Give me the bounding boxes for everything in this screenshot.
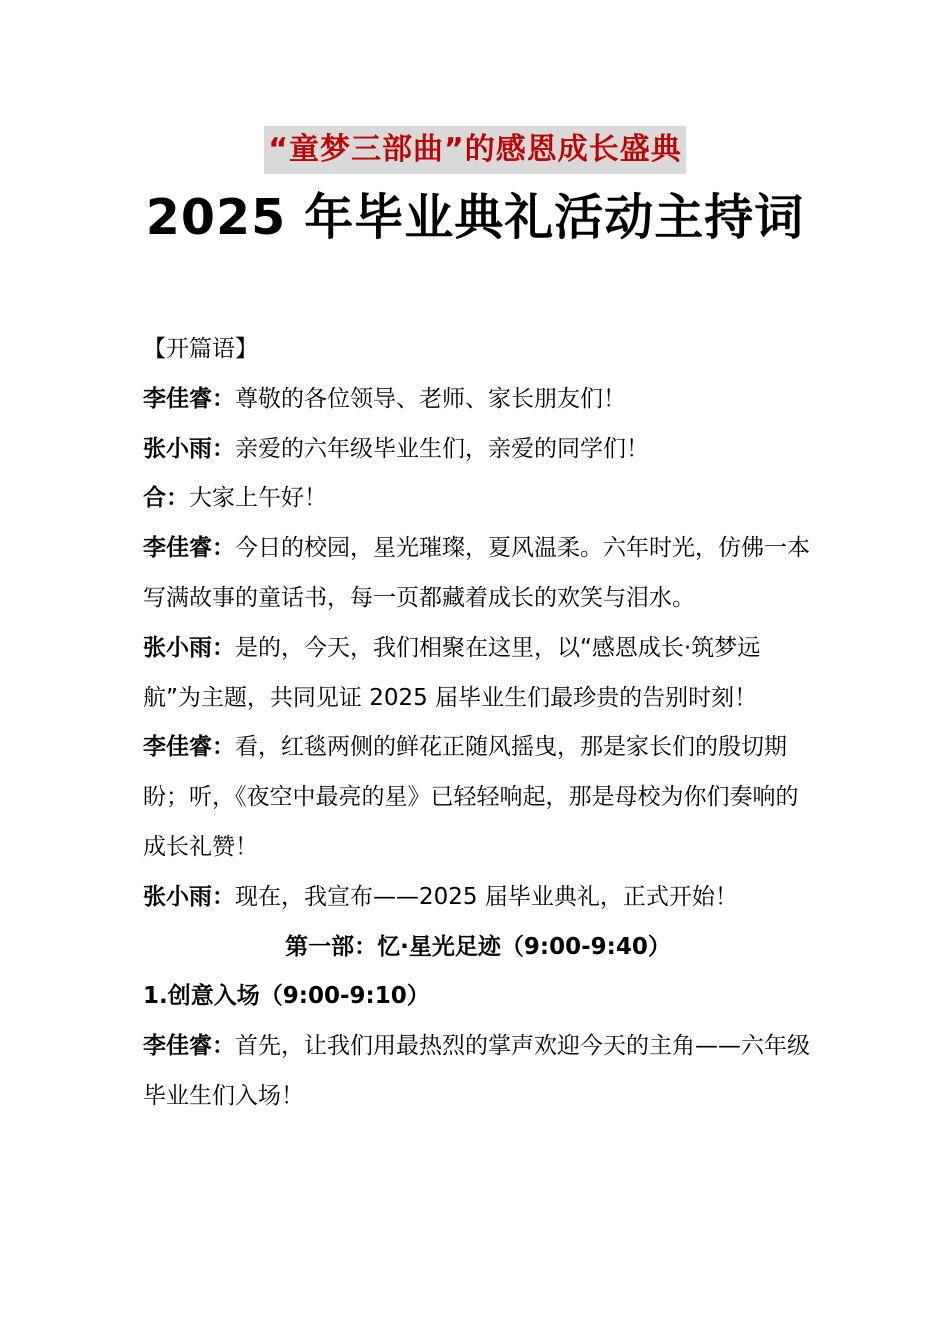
part-heading: 第一部：忆·星光足迹（9:00-9:40） <box>285 933 671 960</box>
dialogue-paragraph <box>143 624 813 724</box>
dialogue-text: 大家上午好！ <box>189 485 327 512</box>
dialogue-text: 看，红毯两侧的鲜花正随风摇曳，那是家长们的殷切期盼；听，《夜空中最亮的星》已轻轻响起，那是母校为你们奏响的成长礼赞！ <box>143 734 799 860</box>
speaker-name: 张小雨： <box>143 435 235 462</box>
speaker-name: 李佳睿： <box>143 535 235 562</box>
speaker-name: 张小雨： <box>143 634 235 661</box>
speaker-name: 合： <box>143 485 189 512</box>
dialogue-paragraph <box>143 723 813 872</box>
item-heading: 1.创意入场（9:00-9:10） <box>143 983 430 1010</box>
dialogue-paragraph <box>143 524 813 624</box>
document-title: 2025 年毕业典礼活动主持词 <box>145 189 805 246</box>
dialogue-paragraph <box>143 425 813 475</box>
dialogue-paragraph <box>143 474 813 524</box>
subtitle-container <box>0 126 950 174</box>
document-body <box>143 325 813 1122</box>
dialogue-text: 今日的校园，星光璀璨，夏风温柔。六年时光，仿佛一本写满故事的童话书，每一页都藏着成长的欢笑与泪水。 <box>143 535 810 611</box>
section-label-opening: 【开篇语】 <box>143 336 258 362</box>
dialogue-text: 现在，我宣布——2025 届毕业典礼，正式开始！ <box>235 883 738 910</box>
dialogue-paragraph <box>143 873 813 923</box>
speaker-name: 张小雨： <box>143 883 235 910</box>
dialogue-text: 亲爱的六年级毕业生们，亲爱的同学们！ <box>235 435 649 462</box>
dialogue-paragraph <box>143 375 813 425</box>
speaker-name: 李佳睿： <box>143 734 235 761</box>
speaker-name: 李佳睿： <box>143 385 235 412</box>
speaker-name: 李佳睿： <box>143 1033 235 1060</box>
document-subtitle: “童梦三部曲”的感恩成长盛典 <box>264 126 685 174</box>
dialogue-text: 是的，今天，我们相聚在这里，以“感恩成长·筑梦远航”为主题，共同见证 2025 届毕业生们最珍贵的告别时刻！ <box>143 634 761 711</box>
dialogue-text: 首先，让我们用最热烈的掌声欢迎今天的主角——六年级毕业生们入场！ <box>143 1033 810 1109</box>
dialogue-paragraph <box>143 1022 813 1122</box>
dialogue-text: 尊敬的各位领导、老师、家长朋友们！ <box>235 385 626 412</box>
